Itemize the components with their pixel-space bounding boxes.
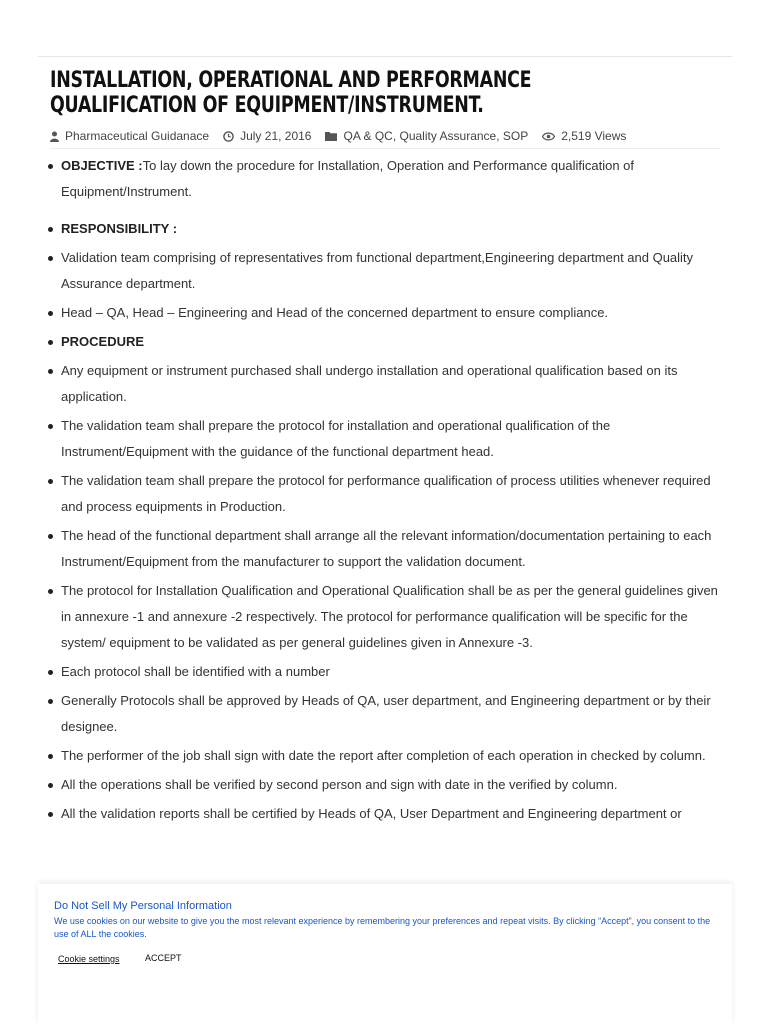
list-item: The protocol for Installation Qualification and Operational Qualification shall be as per the general guidelines given in annexure -1 and annexure -2 respectively. The protocol for performance qualification will be specific for the system/ equipment to be validated as per general guidelines given in Annexure -3. xyxy=(47,578,721,656)
post-categories: QA & QC, Quality Assurance, SOP xyxy=(343,129,529,143)
user-icon xyxy=(50,131,59,142)
list-item: Head – QA, Head – Engineering and Head of the concerned department to ensure compliance. xyxy=(47,300,721,326)
meta-date xyxy=(223,129,311,143)
folder-icon xyxy=(325,131,337,141)
post-meta xyxy=(50,126,720,149)
objective-text: To lay down the procedure for Installation, Operation and Performance qualification of Equipment/Instrument. xyxy=(61,158,635,199)
list-item-responsibility xyxy=(47,216,721,242)
list-item: The validation team shall prepare the protocol for performance qualification of process utilities whenever required and process equipments in Production. xyxy=(47,468,721,520)
list-item: The performer of the job shall sign with date the report after completion of each operation in checked by column. xyxy=(47,743,721,769)
author-name: Pharmaceutical Guidanace xyxy=(65,129,210,143)
list-item: The head of the functional department shall arrange all the relevant information/documentation pertaining to each Instrument/Equipment from the manufacturer to support the validation document. xyxy=(47,523,721,575)
objective-label: OBJECTIVE : xyxy=(61,158,143,173)
list-item: Any equipment or instrument purchased shall undergo installation and operational qualification based on its application. xyxy=(47,358,721,410)
responsibility-label: RESPONSIBILITY : xyxy=(61,221,178,236)
article xyxy=(38,58,732,830)
list-item: Validation team comprising of representatives from functional department,Engineering department and Quality Assurance department. xyxy=(47,245,721,297)
cookie-message: We use cookies on our website to give you the most relevant experience by remembering your preferences and repeat visits. By clicking “Accept”, you consent to the use of ALL the cookies. xyxy=(54,916,711,939)
page-title: INSTALLATION, OPERATIONAL AND PERFORMANCE QUALIFICATION OF EQUIPMENT/INSTRUMENT. xyxy=(50,68,532,118)
meta-views xyxy=(542,129,626,143)
procedure-label: PROCEDURE xyxy=(61,334,145,349)
article-content xyxy=(38,153,732,827)
meta-author[interactable] xyxy=(50,129,209,143)
list-item: Generally Protocols shall be approved by Heads of QA, user department, and Engineering department or by their designee. xyxy=(47,688,721,740)
list-item: Each protocol shall be identified with a number xyxy=(47,659,721,685)
header-divider xyxy=(38,56,732,57)
eye-icon xyxy=(542,132,555,141)
cookie-settings-button[interactable]: Cookie settings xyxy=(58,954,120,964)
do-not-sell-link[interactable]: Do Not Sell My Personal Information xyxy=(54,900,232,912)
view-count: 2,519 Views xyxy=(561,129,627,143)
post-date: July 21, 2016 xyxy=(240,129,312,143)
list-item: The validation team shall prepare the protocol for installation and operational qualification of the Instrument/Equipment with the guidance of the functional department head. xyxy=(47,413,721,465)
list-item: All the validation reports shall be certified by Heads of QA, User Department and Engineering department or xyxy=(47,801,721,827)
meta-categories[interactable] xyxy=(325,129,528,143)
cookie-banner xyxy=(38,884,732,1024)
accept-button[interactable]: ACCEPT xyxy=(145,953,182,963)
clock-icon xyxy=(223,131,234,142)
list-item: All the operations shall be verified by second person and sign with date in the verified by column. xyxy=(47,772,721,798)
list-item-procedure xyxy=(47,329,721,355)
list-item-objective xyxy=(47,153,721,205)
